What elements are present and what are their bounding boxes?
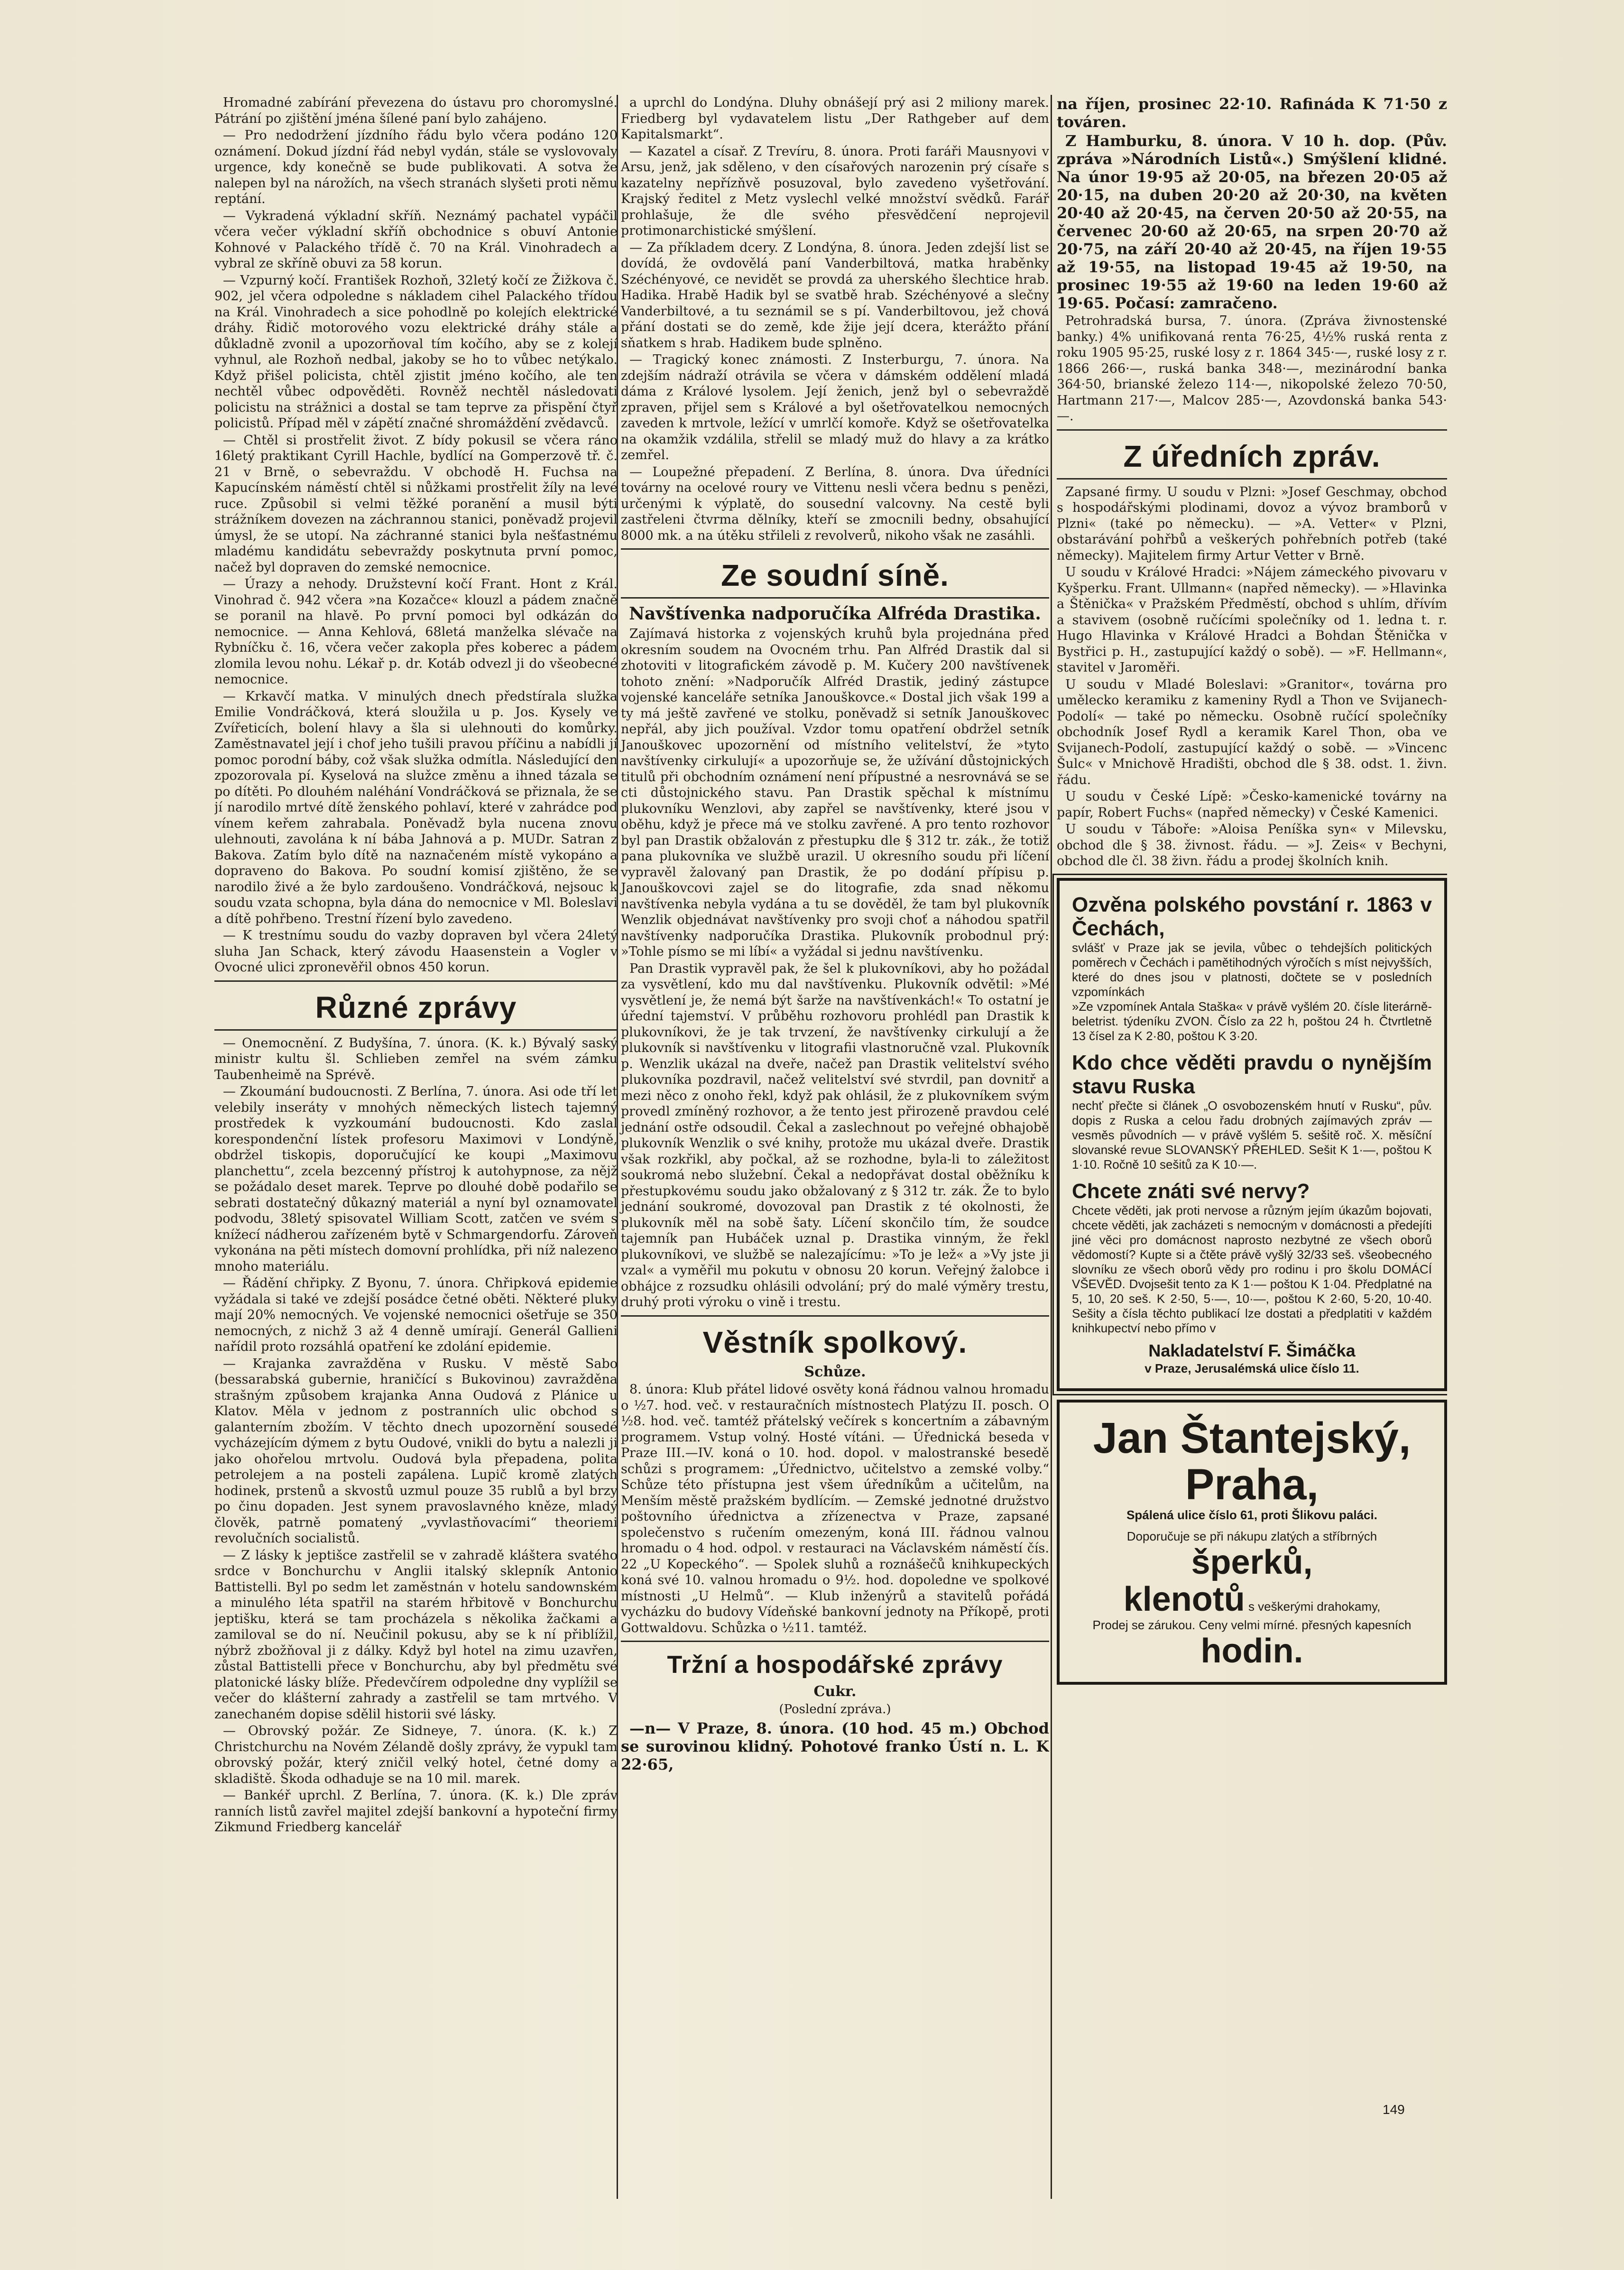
market-report-rafinada: na říjen, prosinec 22·10. Rafináda K 71·50 z továren. (1057, 95, 1447, 131)
news-paragraph: — Loupežné přepadení. Z Berlína, 8. února. Dva úředníci továrny na ocelové roury ve Vittenu nesli včera bednu s penězi, určenými k výplatě, do sousední valcovny. Na cestě byli zastřeleni čtvrma dělníky, kteří se zmocnili bedny, obsahující 8000 mk. a na útěku střileli z revolverů, nikoho však ne zasáhli. (621, 464, 1049, 543)
news-paragraph: — Řádění chřipky. Z Byonu, 7. února. Chřipková epidemie vyžádala si také ve zdejší posádce četné oběti. Některé pluky mají 20% nemocných. Ve vojenské nemocnici ošetřuje se 350 nemocných, z nichž 3 až 4 denně umírají. Generál Gallieni nařídil proto rozsáhlá opatření ke zdolání epidemie. (214, 1276, 618, 1354)
section-divider (621, 548, 1049, 550)
section-heading-ze-soudni-sine: Ze soudní síně. (721, 558, 949, 592)
ad-big-hodin: hodin. (1200, 1632, 1303, 1670)
ad-text: svlášť v Praze jak se jevila, vůbec o tehdejších politických poměrech v Čechách i pamětihodných výročích s míst nejvyšších, které do dnes jsou v platnosti, dočtete se v posledních vzpomínkách (1072, 940, 1432, 999)
news-paragraph: U soudu v Táboře: »Aloisa Peníška syn« v Milevsku, obchod dle § 38. živnost. řádu. — »J. Zeis« v Bechyni, obchod dle čl. 38 živn. řádu a prodej školních knih. (1057, 822, 1447, 868)
ad-title-jan-stantejsky: Jan Štantejský, Praha, (1093, 1413, 1411, 1509)
ad-address: Spálená ulice číslo 61, proti Šlikovu paláci. (1126, 1507, 1377, 1522)
market-report-cukr: —n— V Praze, 8. února. (10 hod. 45 m.) Obchod se surovinou klidný. Pohotové franko Ústí n. L. K 22·65, (621, 1719, 1049, 1773)
section-divider (621, 1641, 1049, 1642)
ad-title-nervy: Chcete znáti své nervy? (1072, 1179, 1310, 1203)
news-paragraph: 8. února: Klub přátel lidové osvěty koná řádnou valnou hromadu o ½7. hod. več. v restauračních místnostech Platýzu II. posch. O ½8. hod. več. tamtéž přátelský večírek s koncertním a zábavným programem. Vstup volný. Hosté vítáni. — Úřednická beseda v Praze III.—IV. koná o 10. hod. dopol. v malostranské besedě schůzi s programem: „Úřednictvo, učitelstvo a zemské volby.“ Schůze této přístupna jest všem úředníkům a učitelům, na Menším městě pražském bydlícím. — Zemské jednotné družstvo poštovního úřednictva a zřízenectva v Praze, zapsané společenstvo s ručením omezeným, koná III. řádnou valnou hromadu o 4 hod. odpol. v restauraci na Václavském náměstí čís. 22 „U Kopeckého“. — Spolek sluhů a roznášečů knihkupeckých koná své 10. valnou hromadu o 9½. hod. dopoledne ve spolkové místnosti „U Helmů“. — Klub inženýrů a stavitelů pořádá vycházku do budovy Vídeňské bankovní jednoty na Příkopě, proti Gottwaldovu. Schůzka o ½11. tamtéž. (621, 1382, 1049, 1635)
subheading-cukr: Cukr. (813, 1683, 857, 1700)
news-paragraph: Zajímavá historka z vojenských kruhů byla projednána před okresním soudem na Ovocném trhu. Pan Alfréd Drastik dal si zhotoviti v litografickém závodě p. M. Kučery 200 navštívenek tohoto znění: »Nadporučík Alfréd Drastik, jediný zástupce vojenské kanceláře setníka Janouškovce.« Dostal jich však 199 a ty má ještě zavřené ve stolku, poněvadž si setník Janouškovec nepřál, aby jich používal. Vzdor tomu opatření obdržel setník Janouškovec upozornění od místního velitelství, že »tyto navštívenky cirkulují« a upozorňuje se, že užívání důstojnických titulů při obchodním oznámení není přípustné a nesrovnává se se cti důstojnického stavu. Pan Drastik spěchal k místnímu plukovníku Wenzlovi, aby zapřel se navštívenky, které jsou v oběhu, když je přece má ve stolku zavřené. A pro tento rozhovor byl pan Drastik obžalován z přestupku dle § 312 tr. zák., že totiž pana plukovníka ve službě urazil. U okresního soudu při líčení vypravěl žalovaný pan Drastik, že po dodání přípisu p. Janouškovcovi zajel se do litografie, zda snad někomu navštívenka nebyla vydána a tu se dověděl, že tam byl plukovník Wenzlik objednávat navštívenky pro svoji choť a náhodou spatřil navštívenky nadporučíka Drastika. Plukovník probodnul prý: »Tohle písmo se mi líbí« a vyžádal si jednu navštívenku. (621, 627, 1049, 959)
news-paragraph: — K trestnímu soudu do vazby dopraven byl včera 24letý sluha Jan Schack, který závodu Haasenstein a Vogler v Ovocné ulici zpronevěřil obnos 450 korun. (214, 928, 618, 975)
market-report-hamburk: Z Hamburku, 8. února. V 10 h. dop. (Pův. zpráva »Národních Listů«.) Smýšlení klidné. Na únor 19·95 až 20·05, na březen 20·05 až 20·15, na duben 20·20 až 20·30, na květen 20·40 až 20·45, na červen 20·50 až 20·55, na červenec 20·60 až 20·65, na srpen 20·70 až 20·75, na září 20·40 až 20·45, na říjen 19·55 až 19·55, na listopad 19·45 až 19·50, na prosinec 19·55 až 19·60 na leden 19·60 až 19·65. Počasí: zamračeno. (1057, 132, 1447, 312)
news-paragraph: — Za příkladem dcery. Z Londýna, 8. února. Jeden zdejší list se dovídá, že ovdovělá paní Vanderbiltová, matka hraběnky Széchényové, ce nevidět se provdá za uherského šlechtice hrab. Hadika. Hrabě Hadik byl se svatbě hrab. Széchényové a slečny Vanderbiltové, a tu seznámil se s pí. Vanderbiltovou, jež chová přání dostati se do země, kde žije její dcera, kterážto přání sňatkem s hrab. Hadikem bude splněno. (621, 240, 1049, 351)
market-report-petrohrad: Petrohradská bursa, 7. února. (Zpráva živnostenské banky.) 4% unifikovaná renta 76·25, 4½% ruská renta z roku 1905 95·25, ruské losy z r. 1864 345·—, ruské losy z r. 1866 266·—, ruská banka 348·—, mezinárodní banka 364·50, brianské železo 114·—, nikopolské železo 70·50, Hartmann 217·—, Malcov 285·—, Azovdonská banka 543·—. (1057, 314, 1447, 424)
subheading-posledni-zprava: (Poslední zpráva.) (779, 1702, 891, 1716)
news-paragraph: Hromadné zabírání převezena do ústavu pro choromyslné. Pátrání po zjištění jména šílené paní bylo zahájeno. (214, 95, 618, 126)
section-divider (621, 597, 1049, 599)
news-paragraph: — Pro nedodržení jízdního řádu bylo včera podáno 120 oznámení. Dokud jízdní řád nebyl vydán, stále se vyslovovaly urgence, kdy konečně se bude publikovati. A sotva že nalepen byl na nárožích, na všech stranách slyšeti proti němu reptání. (214, 128, 618, 206)
section-divider (1057, 429, 1447, 431)
ad-text: »Ze vzpomínek Antala Staška« v právě vyšlém 20. čísle literárně-beletrist. týdeníku ZVON. Číslo za 22 h, poštou 24 h. Čtvrtletně 13 čísel za K 2·80, poštou K 3·20. (1072, 999, 1432, 1043)
news-paragraph: — Obrovský požár. Ze Sidneye, 7. února. (K. k.) Z Christchurchu na Novém Zélandě došly zprávy, že vypukl tam obrovský požár, který zničil velký hotel, četné domy a skladiště. Škoda odhaduje se na 10 mil. marek. (214, 1724, 618, 1786)
article-title-navstivenka: Navštívenka nadporučíka Alfréda Drastika. (629, 604, 1041, 624)
column-left (214, 95, 618, 2199)
section-divider (621, 1315, 1049, 1317)
news-paragraph: — Vykradená výkladní skříň. Neznámý pachatel vypáčil včera večer výkladní skříň obchodnice s obuví Antonie Kohnové v Palackého třídě č. 70 na Král. Vinohradech a vybral ze skříně obuvi za 58 korun. (214, 208, 618, 271)
news-paragraph: Zapsané firmy. U soudu v Plzni: »Josef Geschmay, obchod s hospodářskými plodinami, dovoz a vývoz bramborů v Plzni« (také po německu). — »A. Vetter« v Plzni, obstarávání pohřbů a veškerých pohřebních potřeb (také německy). Majitelem firmy Artur Vetter v Brně. (1057, 484, 1447, 563)
news-paragraph: — Z lásky k jeptišce zastřelil se v zahradě kláštera svatého srdce v Bonchurchu v Anglii italský sklepník Antonio Battistelli. Byl po sedm let zaměstnán v hotelu sandownském a minulého léta spatřil na starém hřbitově v Bonchurchu jeptišku, která se tam procházela s několika žačkami a zamiloval se do ní. Neučinil pokusu, aby se k ní přiblížil, nýbrž zbožňoval ji z dálky. Když byl hotel na zimu uzavřen, zůstal Battistelli přece v Bonchurchu, aby byl předmětu své platonické lásky blíže. Předevčírem odpoledne dny vyplížil se večer do klášterní zahrady a zastřelil se tam mrtvého. V zanechaném dopise sdělil historii své lásky. (214, 1548, 618, 1722)
ad-title-ozvena: Ozvěna polského povstání r. 1863 v Čechách, (1072, 893, 1432, 940)
ad-text: Chcete věděti, jak proti nervose a různým jejím úkazům bojovati, chcete věděti, jak zacházeti s nemocným v domácnosti a předejíti jiné věci pro domácnost naprosto nezbytné ze všech oborů vědomostí? Kupte si a čtěte právě vyšlý 32/33 seš. všeobecného slovníku ze všech oborů vědy pro rodinu i pro školu DOMÁCÍ VŠEVĚD. Dvojsešit tento za K 1·— poštou K 1·04. Předplatné na 5, 10, 20 seš. K 2·50, 5·—, 10·—, poštou K 2·60, 5·20, 10·40. Sešity a čísla těchto publikací lze dostati a předplatiti v každém knihkupectví nebo přímo v (1072, 1203, 1432, 1335)
news-paragraph: U soudu v České Lípě: »Česko-kamenické továrny na papír, Robert Fuchs« (napřed německy) v České Kamenici. (1057, 789, 1447, 820)
section-heading-trzni-zpravy: Tržní a hospodářské zprávy (667, 1651, 1003, 1679)
advertisement-stantejsky (1057, 1400, 1447, 1685)
section-heading-vestnik-spolkovy: Věstník spolkový. (702, 1325, 968, 1359)
column-middle (617, 95, 1049, 2199)
section-divider (214, 980, 618, 982)
news-paragraph: — Chtěl si prostřelit život. Z bídy pokusil se včera ráno 16letý praktikant Cyrill Hachle, bydlící na Gomperzově tř. č. 21 v Brně, o sebevraždu. V obchodě H. Fuchsa na Kapucínském náměstí chtěl si nůžkami prostřelit žíly na levé ruce. Způsobil si velmi těžké poranění a musil býti strážníkem dovezen na záchrannou stanici, poněvadž projevil úmysl, že se utopí. Na záchranné stanici byla nešťastnému mladému kandidátu sebevraždy poskytnuta první pomoc, načež byl dopraven do zemské nemocnice. (214, 433, 618, 575)
news-paragraph: a uprchl do Londýna. Dluhy obnášejí prý asi 2 miliony marek. Friedberg byl vydavatelem listu „Der Rathgeber auf dem Kapitalsmarkt“. (621, 95, 1049, 142)
ad-text: nechť přečte si článek „O osvobozenském hnutí v Rusku“, pův. dopis z Ruska a celou řadu drobných zajímavých zpráv — vesměs původních — v právě vyšlém 5. sešitě roč. X. měsíční slovanské revue SLOVANSKÝ PŘEHLED. Sešit K 1·—, poštou K 1·10. Ročně 10 sešitů za K 10·—. (1072, 1098, 1432, 1172)
news-paragraph: — Vzpurný kočí. František Rozhoň, 32letý kočí ze Žižkova č. 902, jel včera odpoledne s nákladem cihel Palackého třídou na Král. Vinohradech a sice pohodlně po kolejích elektrické dráhy. Řidič motorového vozu elektrické dráhy stále a důkladně zvonil a upozorňoval tím kočího, aby se z kolejí vyhnul, ale Rozhoň nedbal, jakoby se ho to vůbec netýkalo. Když přišel policista, chtěl zjistit jméno kočího, ale ten nechtěl vůbec odpověděti. Rovněž nechtěl následovati policistu na strážnici a dostal se tam teprve za přispění čtyř policistů. Případ měl v zápětí značné shromáždění zvědavců. (214, 273, 618, 431)
news-paragraph: — Krajanka zavražděna v Rusku. V městě Sabo (bessarabská gubernie, hraničící s Bukovinou) zavražděna strašným způsobem krajanka Anna Oudová z Plánice u Klatov. Měla v jednom z postranních ulic obchod s galanterním zbožím. V těchto dnech upozornění sousedé vycházejícím dýmem z bytu Oudové, vnikli do bytu a nalezli ji jako ohořelou mrtvolu. Oudová byla přepadena, polita petrolejem a na posteli zapálena. Lupič kromě zlatých hodinek, prstenů a skvostů uzmul pouze 35 rublů a byl brzy po činu dopaden. Jest synem pravoslavného kněze, mladý člověk, patrně pomatený „vyvlastňovacími“ theoriemi revolučních socialistů. (214, 1356, 618, 1546)
news-paragraph: — Krkavčí matka. V minulých dnech předstírala služka Emilie Vondráčková, která sloužila u p. Jos. Kysely ve Zvířeticích, bolení hlavy a šla si ulehnouti do komůrky. Zaměstnavatel její i chof jeho tušili pravou příčinu a nabídli jí pomoc porodní báby, což však služka odmítla. Následující den zpozorovala pí. Kyselová na služce změnu a ihned tázala se po dítěti. Po dlouhém naléhání Vondráčková se přiznala, že se jí narodilo mrtvé dítě ženského pohlaví, které v zahrádce pod vínem keřem zahrabala. Poněvadž byla nucena znovu ulehnouti, zavolána k ní bába Jahnová a p. MUDr. Satran z Bakova. Zatím bylo dítě na naznačeném místě vykopáno a dopraveno do Bakova. Po soudní komisí zjištěno, že se narodilo živé a že bylo zardoušeno. Vondráčková, nejsouc k soudu vzata schopna, byla dána do nemocnice v Ml. Boleslavi a dítě pohřbeno. Trestní řízení bylo zavedeno. (214, 689, 618, 926)
ad-title-rusko: Kdo chce věděti pravdu o nynějším stavu Ruska (1072, 1051, 1432, 1098)
column-right (1051, 95, 1447, 2199)
ad-small-kapesnich: přesných kapesních (1301, 1617, 1412, 1632)
section-divider (1057, 478, 1447, 480)
news-paragraph: — Onemocnění. Z Budyšína, 7. února. (K. k.) Bývalý saský ministr kultu šl. Schlieben zemřel na svém zámku Taubenheimě na Sprévě. (214, 1035, 618, 1082)
section-heading-ruzne-zpravy: Různé zprávy (315, 990, 517, 1024)
ad-big-sperku: šperků, (1191, 1543, 1313, 1581)
subheading-schuze: Schůze. (804, 1363, 866, 1380)
advertisement-simacek (1057, 878, 1447, 1391)
news-paragraph: — Kazatel a císař. Z Trevíru, 8. února. Proti faráři Mausnyovi v Arsu, jenž, jak sděleno, v den císařových narozenin prý císaře s kazatelny nepřízňvě posuzoval, bylo zavedeno vyšetřování. Krajský ředitel z Metz vyslechl velké množství svědků. Farář prohlašuje, že dle svého přesvědčení neprojevil protimonarchistické smýšlení. (621, 144, 1049, 238)
page-number: 149 (1383, 2102, 1405, 2117)
news-paragraph: — Zkoumání budoucnosti. Z Berlína, 7. února. Asi ode tří let velebily inseráty v mnohých německých listech tajemný prostředek k vyzkoumání budoucnosti. Kdo zaslal korespondenční lístek profesoru Maximovi v Londýně, obdržel tiskopis, doporučující ke koupi „Maximovu planchettu“, zcela bezcenný přístroj k autohypnose, za nějž se požádalo deset marek. Teprve po dlouhé době podařilo se sebrati dostatečný důkazný materiál a nyní byl oznamovatel podvodu, 38letý spisovatel William Scott, zatčen ve svém s knížecí nádherou zařízeném bytě v Schmargendorfu. Zároveň vykonána na pěti místech domovní prohlídka, při níž nalezeno mnoho materiálu. (214, 1084, 618, 1274)
ad-small-drahokamy: s veškerými drahokamy, (1248, 1599, 1381, 1614)
ad-text-prodej: Prodej se zárukou. Ceny velmi mírné. (1092, 1617, 1299, 1632)
news-paragraph: U soudu v Králové Hradci: »Nájem zámeckého pivovaru v Kyšperku. Frant. Ullmann« (napřed německy). — »Hlavinka a Štěnička« v Pražském Předměstí, obchod s uhlím, dřívím a stavivem (osobně ručícími společníky od 1. ledna t. r. Hugo Hlavinka v Králové Hradci a Bohdan Štěnička v Bystřici p. H., zastupující každý o sobě). — »F. Hellmann«, stavitel v Jaroměři. (1057, 565, 1447, 675)
news-paragraph: U soudu v Mladé Boleslavi: »Granitor«, továrna pro umělecko keramiku z kameniny Rydl a Thon ve Svijanech-Podolí« — také po německu. Osobně ručící společníky obchodník Josef Rydl a keramik Karel Thon, oba ve Svijanech-Podolí, zastupující každý o sobě. — »Vincenc Šulc« v Mnichově Hradišti, obchod dle § 38. odst. 1. živn. řádu. (1057, 677, 1447, 787)
ad-publisher-address: v Praze, Jerusalémská ulice číslo 11. (1144, 1361, 1359, 1375)
news-paragraph: — Bankéř uprchl. Z Berlína, 7. února. (K. k.) Dle zpráv ranních listů zavřel majitel zdejší bankovní a hypoteční firmy Zikmund Friedberg kancelář (214, 1788, 618, 1835)
news-paragraph: — Tragický konec známosti. Z Insterburgu, 7. února. Na zdejším nádraží otrávila se včera v dámském oddělení mladá dáma z Králové lysolem. Její ženich, jenž byl o sebevraždě zpraven, přijel sem s Králové a byl ošetřovatelkou nemocných zaveden k mrtvole, ležící v umrlčí komoře. Když se ošetřovatelka na okamžik vzdálila, střelil se mladý muž do hlavy a za krátko zemřel. (621, 352, 1049, 462)
news-paragraph: Pan Drastik vypravěl pak, že šel k plukovníkovi, aby ho požádal za vysvětlení, kdo mu dal navštívenku. Plukovník odvětil: »Mé vysvětlení je, že nemá být šarže na navštívenkách!« To ostatní je úřední tajemství. V průběhu rozhovoru prohlédl pan Drastik k plukovníkovi, že je tak trvzení, že navštívenky cirkulují a že plukovník si navštívenku v litografii vlastnoručně vzal. Plukovník p. Wenzlik ukázal na dveře, načež pan Drastik velitelství svého plukovníka pozdravil, načež velitelství své stvrdil, pan dovnitř a mezi něco z onoho řekl, když pak ohlásil, že z plukovníkem svým provedl zmíněný rozhovor, a že tento jest přirozeně pravdou celé jednání ostře odsoudil. Čekal a zaslechnout po veřejné obhajobě plukovník Wenzlik o své knihy, protože mu ukázal dveře. Drastik však rozkřikl, aby počkal, až se rozhodne, byla-li to záležitost soukromá nebo služební. Čekal a nedopřávat dostal oběžníku k přestupkovému soudu jako obžalovaný z § 312 tr. zák. Že to bylo jednání soukromé, dovozoval pan Drastik z té okolnosti, že plukovník měl na sobě šaty. Líčení skončilo tím, že soudce tajemník pan Hubáček uznal p. Drastika vinným, že řekl plukovníkovi, ve službě se nalezajícímu: »To je lež« a »Vy jste ji vzal« a vyměřil mu pokutu v obnosu 20 korun. Veřejný žalobce i obhájce z rozsudku ohlásili odvolání; prý do malé výměry trestu, druhý proti výroku o vině i trestu. (621, 961, 1049, 1310)
ad-big-klenotu: klenotů (1123, 1580, 1245, 1618)
news-paragraph: — Úrazy a nehody. Družstevní kočí Frant. Hont z Král. Vinohrad č. 942 včera »na Kozačce« klouzl a pádem značně se poranil na hlavě. Po první pomoci byl odkázán do nemocnice. — Anna Kehlová, 68letá manželka slévače na Rybníčku č. 16, včera večer zakopla přes koberec a pádem zlomila levou nohu. Lékař p. dr. Kotáb odvezl ji do všeobecné nemocnice. (214, 577, 618, 687)
section-heading-z-urednich-zprav: Z úředních zpráv. (1123, 439, 1381, 473)
ad-publisher-name: Nakladatelství F. Šimáčka (1148, 1340, 1356, 1360)
ad-text: Doporučuje se při nákupu zlatých a stříbrných (1126, 1529, 1377, 1543)
section-divider (214, 1029, 618, 1031)
